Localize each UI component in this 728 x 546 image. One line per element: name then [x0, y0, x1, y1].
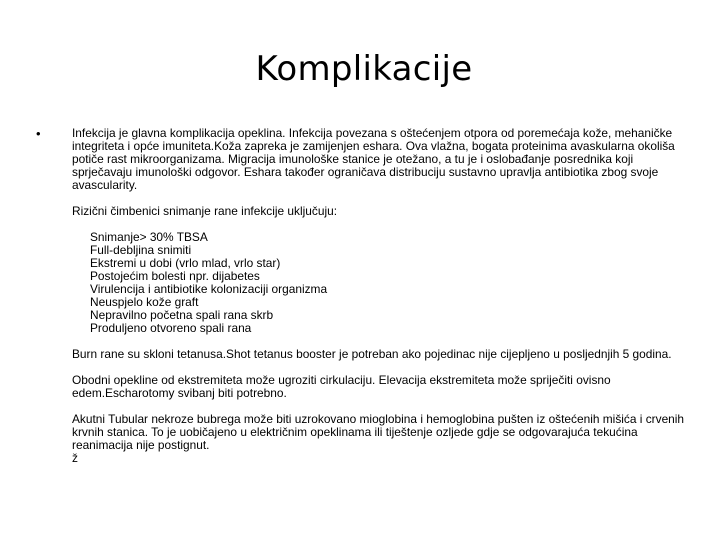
risk-factor-item: Neuspjelo kože graft: [90, 295, 199, 309]
risk-factor-item: Postojećim bolesti npr. dijabetes: [90, 269, 260, 283]
risk-factor-item: Virulencija i antibiotike kolonizaciji organizma: [90, 282, 328, 296]
risk-factor-item: Full-debljina snimiti: [90, 243, 192, 257]
risk-factor-item: Produljeno otvoreno spali rana: [90, 321, 252, 335]
bullet-marker: •: [36, 126, 41, 141]
risk-factor-item: Snimanje> 30% TBSA: [90, 230, 208, 244]
renal-paragraph: Akutni Tubular nekroze bubrega može biti uzrokovano mioglobina i hemoglobina pušten iz oštećenih mišića i crvenih krvnih stanica. To je uobičajeno u električnim opeklinama ili tiještenje ozljede gdje se odgovarajuća tekućina reanimacija nije postignut.: [72, 412, 685, 452]
tetanus-paragraph: Burn rane su skloni tetanusa.Shot tetanus booster je potreban ako pojedinac nije cijepljeno u posljednjih 5 godina.: [72, 347, 672, 361]
slide-title: Komplikacije: [255, 49, 473, 89]
risk-factors-list: [90, 231, 696, 335]
trailing-character: ž: [72, 451, 78, 465]
circulation-paragraph: Obodni opekline od ekstremiteta može ugroziti cirkulaciju. Elevacija ekstremiteta može spriječiti ovisno edem.Escharotomy svibanj biti potrebno.: [72, 373, 611, 400]
bullet-content: [72, 127, 696, 465]
risk-factors-intro: Rizični čimbenici snimanje rane infekcije uključuju:: [72, 204, 338, 218]
slide-body: [36, 127, 696, 465]
risk-factor-item: Nepravilno početna spali rana skrb: [90, 308, 274, 322]
risk-factor-item: Ekstremi u dobi (vrlo mlad, vrlo star): [90, 256, 281, 270]
infection-paragraph: Infekcija je glavna komplikacija opeklina. Infekcija povezana s oštećenjem otpora od poremećaja kože, mehaničke integriteta i opće imuniteta.Koža zapreka je zamijenjen eshara. Ova vlažna, bogata proteinima avaskularna okoliša potiče rast mikroorganizama. Migracija imunološke stanice je otežano, a tu je i oslobađanje posrednika koji sprječavaju imunološki odgovor. Eshara također ograničava distribuciju sustavno upravlja antibiotika zbog svoje avascularity.: [72, 126, 675, 192]
